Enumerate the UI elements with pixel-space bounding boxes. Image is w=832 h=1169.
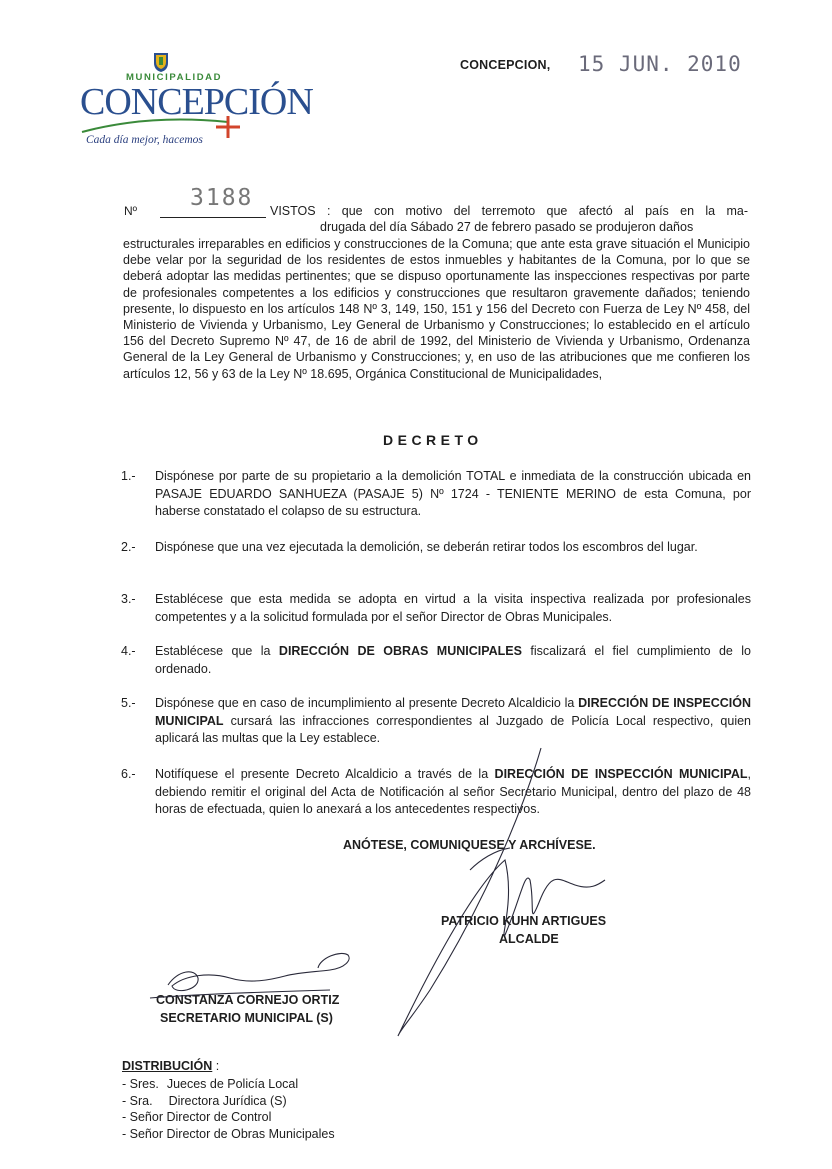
logo-swoosh-icon [78,112,258,152]
item-number: 4.- [121,644,136,658]
list-item: - Señor Director de Control [122,1110,272,1124]
vistos-first-line: VISTOS : que con motivo del terremoto que afectó al país en la ma- [270,204,748,218]
decree-number-line [160,217,266,218]
logo-top-text: MUNICIPALIDAD [126,72,223,83]
secretary-title: SECRETARIO MUNICIPAL (S) [160,1011,333,1025]
closing-formula: ANÓTESE, COMUNIQUESE Y ARCHÍVESE. [343,838,596,852]
item-text: Dispónese que una vez ejecutada la demolición, se deberán retirar todos los escombros del lugar. [155,540,698,554]
logo-city-name: CONCEPCIÓN [80,81,313,123]
list-item: - Sres. Jueces de Policía Local [122,1077,299,1091]
secretary-signature [168,953,349,990]
list-item: - Señor Director de Obras Municipales [122,1126,335,1141]
vistos-second-line: drugada del día Sábado 27 de febrero pasado se produjeron daños [320,220,694,234]
item-text: Establécese que la DIRECCIÓN DE OBRAS MUNICIPALES fiscalizará el fiel cumplimiento de lo ordenado. [155,644,751,676]
item-text: Dispónese que en caso de incumplimiento al presente Decreto Alcaldicio la DIRECCIÓN DE INSPECCIÓN MUNICIPAL cursará las infracciones correspondientes al Juzgado de Policía Local respectivo, quien aplicará las multas que la Ley establece. [155,696,751,745]
date-stamp: 15 JUN. 2010 [578,52,742,76]
item-text: Establécese que esta medida se adopta en virtud a la visita inspectiva realizada por profesionales competentes y a la solicitud formulada por el señor Director de Obras Municipales. [155,592,751,624]
municipality-logo [78,50,313,155]
item-number: 1.- [121,469,136,483]
distribution-list [122,1076,335,1142]
item-number: 3.- [121,592,136,606]
item-number: 2.- [121,540,136,554]
place-label: CONCEPCION, [460,58,551,72]
mayor-name: PATRICIO KUHN ARTIGUES [441,914,607,928]
item-number: 6.- [121,767,136,781]
vistos-paragraph: estructurales irreparables en edificios y construcciones de la Comuna; que ante esta grave situación el Municipio debe velar por la seguridad de los residentes de estos inmuebles y habitantes de la Comuna, por lo que se deberá adoptar las medidas pertinentes; que se dispuso oportunamente las inspecciones respectivas por parte de profesionales competentes a los edificios y construcciones que resultaron gravemente dañados; teniendo presente, lo dispuesto en los artículos 148 Nº 3, 149, 150, 151 y 156 del Decreto con Fuerza de Ley Nº 458, del Ministerio de Vivienda y Urbanismo, Ley General de Urbanismo y Construcciones; lo establecido en el artículo 156 del Decreto Supremo Nº 47, de 16 de abril de 1992, del Ministerio de Vivienda y Urbanismo, Ordenanza General de la Ley General de Urbanismo y Construcciones; y, en uso de las atribuciones que me confieren los artículos 12, 56 y 63 de la Ley Nº 18.695, Orgánica Constitucional de Municipalidades, [123,237,750,381]
secretary-name: CONSTANZA CORNEJO ORTIZ [156,993,340,1007]
item-number: 5.- [121,696,136,710]
decree-number: 3188 [190,185,254,211]
mayor-title: ALCALDE [499,932,559,946]
item-text: Dispónese por parte de su propietario a la demolición TOTAL e inmediata de la construcción ubicada en PASAJE EDUARDO SANHUEZA (PASAJE 5) Nº 1724 - TENIENTE MERINO de esta Comuna, por haberse constatado el colapso de su estructura. [155,469,751,518]
coat-of-arms-icon [152,51,170,73]
list-item: - Sra. Directora Jurídica (S) [122,1093,287,1108]
decree-number-label: Nº [124,204,138,218]
decree-title: DECRETO [383,432,483,448]
logo-slogan: Cada día mejor, hacemos [86,134,203,146]
distribution-label: DISTRIBUCIÓN [122,1059,213,1073]
distribution-header: DISTRIBUCIÓN : [122,1059,220,1073]
item-text: Notifíquese el presente Decreto Alcaldicio a través de la DIRECCIÓN DE INSPECCIÓN MUNICIPAL, debiendo remitir el original del Acta de Notificación al señor Secretario Municipal, dentro del plazo de 48 horas de efectuada, quien lo anexará a los antecedentes respectivos. [155,767,751,816]
